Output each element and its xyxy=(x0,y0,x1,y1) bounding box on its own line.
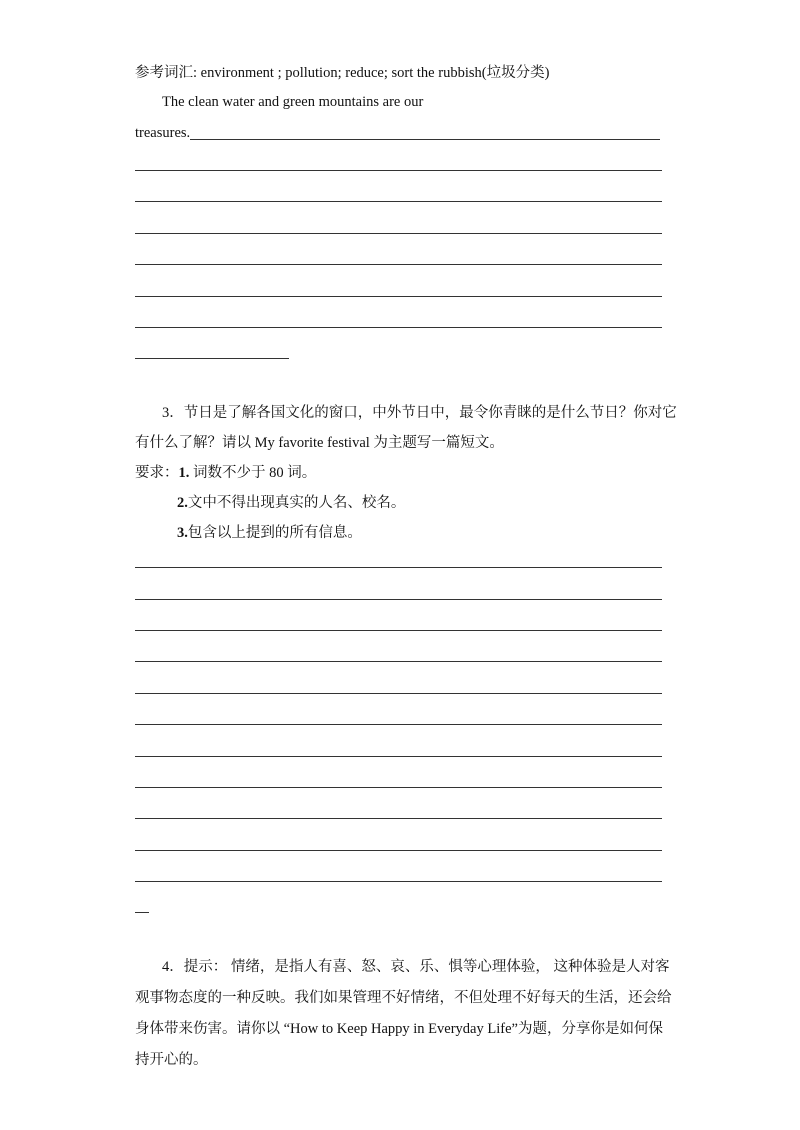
writing-line[interactable] xyxy=(135,599,662,600)
requirements xyxy=(135,464,316,482)
writing-line[interactable] xyxy=(135,787,662,788)
writing-line[interactable] xyxy=(135,756,662,757)
requirement-number: 3. xyxy=(177,525,188,541)
writing-line[interactable] xyxy=(135,201,662,202)
prompt-sentence-continuation: treasures. xyxy=(135,125,191,141)
writing-line[interactable] xyxy=(135,233,662,234)
writing-line[interactable] xyxy=(135,912,149,913)
writing-line[interactable] xyxy=(135,818,662,819)
writing-line[interactable] xyxy=(135,296,662,297)
requirement-text: 包含以上提到的所有信息。 xyxy=(187,525,362,541)
requirement-text: 词数不少于 80 词。 xyxy=(189,465,317,481)
writing-line[interactable] xyxy=(135,327,662,328)
question-4-text: 身体带来伤害。请你以 “How to Keep Happy in Everyday Life”为题，分享你是如何保 xyxy=(135,1021,663,1037)
vocab-hint: 参考词汇: environment ; pollution; reduce; sort the rubbish(垃圾分类) xyxy=(135,65,550,81)
writing-line[interactable] xyxy=(135,567,662,568)
writing-line[interactable] xyxy=(135,693,662,694)
question-3-text: 3．节日是了解各国文化的窗口，中外节日中，最令你青睐的是什么节日？你对它 xyxy=(162,405,677,421)
question-4-text: 4．提示： 情绪，是指人有喜、怒、哀、乐、惧等心理体验， 这种体验是人对客 xyxy=(162,959,670,975)
requirement-number: 1. xyxy=(178,465,190,481)
writing-line[interactable] xyxy=(135,170,662,171)
writing-line[interactable] xyxy=(135,850,662,851)
writing-line[interactable] xyxy=(135,264,662,265)
prompt-sentence: The clean water and green mountains are our xyxy=(162,94,424,110)
writing-line[interactable] xyxy=(135,881,662,882)
writing-line[interactable] xyxy=(135,661,662,662)
writing-line[interactable] xyxy=(135,724,662,725)
writing-line[interactable] xyxy=(190,139,660,140)
requirement-text: 文中不得出现真实的人名、校名。 xyxy=(187,495,406,511)
requirements-label: 要求： xyxy=(135,465,179,481)
requirement xyxy=(177,494,405,512)
writing-line[interactable] xyxy=(135,358,289,359)
question-3-text: 有什么了解？请以 My favorite festival 为主题写一篇短文。 xyxy=(135,435,504,451)
question-4-text: 观事物态度的一种反映。我们如果管理不好情绪，不但处理不好每天的生活，还会给 xyxy=(135,990,672,1006)
requirement xyxy=(177,524,362,542)
writing-line[interactable] xyxy=(135,630,662,631)
question-4-text: 持开心的。 xyxy=(135,1052,208,1068)
requirement-number: 2. xyxy=(177,495,188,511)
